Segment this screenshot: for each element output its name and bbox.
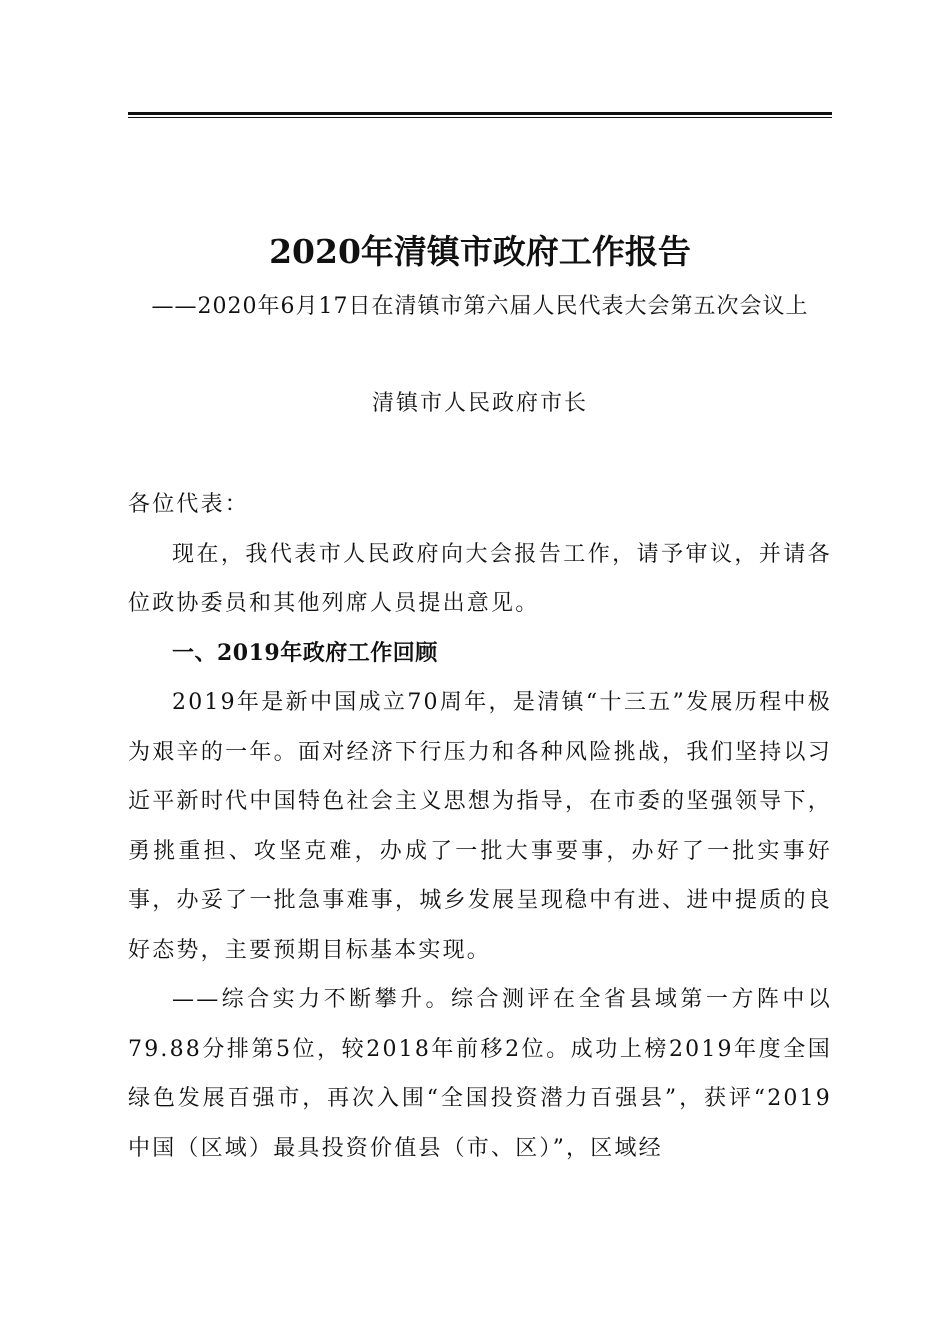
opening-paragraph: 现在，我代表市人民政府向大会报告工作，请予审议，并请各位政协委员和其他列席人员提出意见。 — [128, 541, 832, 616]
section-heading: 一、2019年政府工作回顾 — [172, 639, 438, 666]
document-title: 2020年清镇市政府工作报告 — [269, 232, 691, 271]
document-subtitle: ——2020年6月17日在清镇市第六届人民代表大会第五次会议上 — [151, 294, 809, 319]
speaker-line: 清镇市人民政府市长 — [371, 391, 588, 416]
section-paragraph: 2019年是新中国成立70周年，是清镇“十三五”发展历程中极为艰辛的一年。面对经济下行压力和各种风险挑战，我们坚持以习近平新时代中国特色社会主义思想为指导，在市委的坚强领导下，勇挑重担、攻坚克难，办成了一批大事要事，办好了一批实事好事，办妥了一批急事难事，城乡发展呈现稳中有进、进中提质的良好态势，主要预期目标基本实现。 — [128, 690, 832, 963]
header-rule-thin — [128, 117, 832, 118]
header-rule-thick — [128, 112, 832, 115]
report-body — [128, 480, 832, 1173]
salutation: 各位代表： — [128, 492, 250, 517]
section-paragraph: ——综合实力不断攀升。综合测评在全省县域第一方阵中以79.88分排第5位，较2018年前移2位。成功上榜2019年度全国绿色发展百强市，再次入围“全国投资潜力百强县”，获评“2019中国（区域）最具投资价值县（市、区）”，区域经 — [128, 987, 832, 1161]
